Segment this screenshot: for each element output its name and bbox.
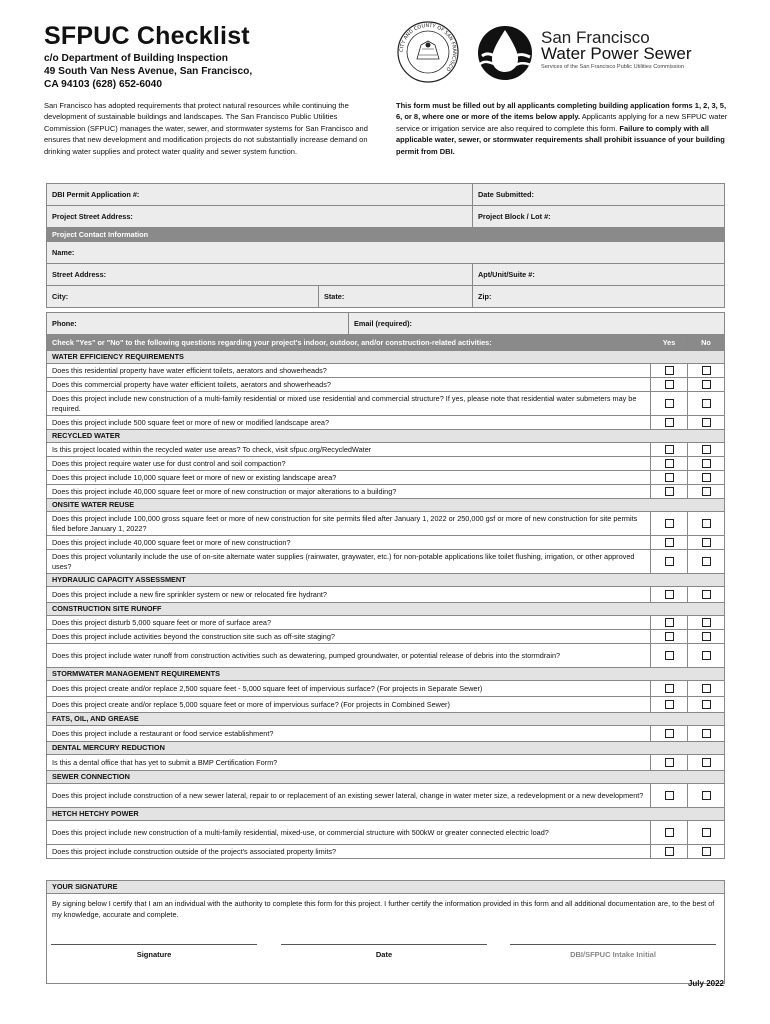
question-text: Does this project voluntarily include the use of on-site alternate water supplies (rainwater, graywater, etc.) for non-potable applications like toilet flushing, irrigation, or other approved uses? <box>47 550 651 574</box>
project-info-table <box>46 183 725 308</box>
yes-checkbox[interactable] <box>665 791 674 800</box>
question-text: Does this project include activities beyond the construction site such as off-site staging? <box>47 630 651 644</box>
yes-checkbox[interactable] <box>665 684 674 693</box>
city-field[interactable]: City: <box>47 286 319 308</box>
no-checkbox[interactable] <box>702 473 711 482</box>
dbi-permit-field[interactable]: DBI Permit Application #: <box>47 184 473 206</box>
question-text: Does this project include a restaurant or food service establishment? <box>47 726 651 742</box>
revision-date: July 2022 <box>687 979 724 988</box>
yes-checkbox[interactable] <box>665 538 674 547</box>
signature-header: YOUR SIGNATURE <box>47 881 725 894</box>
notice-bold-1: This form must be filled out by all applicants completing building application forms 1, 2, 3, 5, 6, or 8, where one or more of the items below apply. <box>396 101 727 122</box>
page-title: SFPUC Checklist <box>44 22 250 50</box>
address-line: 49 South Van Ness Avenue, San Francisco, <box>44 66 253 77</box>
section-recycled-water: RECYCLED WATER <box>47 430 725 443</box>
state-field[interactable]: State: <box>319 286 473 308</box>
signature-body <box>47 894 725 984</box>
yes-checkbox[interactable] <box>665 399 674 408</box>
yes-checkbox[interactable] <box>665 473 674 482</box>
yes-checkbox[interactable] <box>665 729 674 738</box>
address-block <box>44 52 252 91</box>
svg-text:CITY AND COUNTY OF SAN FRANCIS: CITY AND COUNTY OF SAN FRANCISCO <box>398 22 458 73</box>
question-text: Does this project include 500 square feet or more of new or modified landscape area? <box>47 416 651 430</box>
question-text: Does this project include a new fire sprinkler system or new or relocated fire hydrant? <box>47 587 651 603</box>
email-field[interactable]: Email (required): <box>349 313 725 335</box>
no-checkbox[interactable] <box>702 758 711 767</box>
no-checkbox[interactable] <box>702 557 711 566</box>
yes-checkbox[interactable] <box>665 847 674 856</box>
questions-header: Check "Yes" or "No" to the following questions regarding your project's indoor, outdoor, and/or construction-related activities: <box>47 335 651 351</box>
no-checkbox[interactable] <box>702 828 711 837</box>
no-checkbox[interactable] <box>702 700 711 709</box>
yes-checkbox[interactable] <box>665 380 674 389</box>
section-fats-oil-grease: FATS, OIL, AND GREASE <box>47 713 725 726</box>
no-checkbox[interactable] <box>702 519 711 528</box>
no-checkbox[interactable] <box>702 445 711 454</box>
certification-statement: By signing below I certify that I am an individual with the authority to complete this form for this project. I further certify the information provided in this form and all additional documentation are, to the best of my knowledge, accurate and complete. <box>52 899 715 919</box>
brand-tagline: Services of the San Francisco Public Utilities Commission <box>541 64 685 70</box>
address-line: CA 94103 (628) 652-6040 <box>44 79 162 90</box>
question-text: Does this project include new construction of a multi-family residential or mixed use residential and commercial structure? If yes, please note that residential water submeters may be required. <box>47 392 651 416</box>
no-checkbox[interactable] <box>702 618 711 627</box>
date-line[interactable] <box>281 944 487 945</box>
date-submitted-field[interactable]: Date Submitted: <box>473 184 725 206</box>
section-hydraulic-capacity: HYDRAULIC CAPACITY ASSESSMENT <box>47 574 725 587</box>
no-checkbox[interactable] <box>702 418 711 427</box>
yes-checkbox[interactable] <box>665 366 674 375</box>
no-checkbox[interactable] <box>702 632 711 641</box>
yes-checkbox[interactable] <box>665 700 674 709</box>
yes-checkbox[interactable] <box>665 418 674 427</box>
yes-column-header: Yes <box>651 335 688 351</box>
yes-checkbox[interactable] <box>665 618 674 627</box>
sfpuc-logo-icon <box>474 22 536 82</box>
question-text: Does this project include construction of a new sewer lateral, repair to or replacement of an existing sewer lateral, change in water meter size, a redevelopment or a new development? <box>47 784 651 808</box>
no-checkbox[interactable] <box>702 538 711 547</box>
no-checkbox[interactable] <box>702 651 711 660</box>
apt-field[interactable]: Apt/Unit/Suite #: <box>473 264 725 286</box>
notice-paragraph <box>396 100 728 157</box>
question-text: Does this project create and/or replace 5,000 square feet or more of impervious surface? (For projects in Combined Sewer) <box>47 697 651 713</box>
no-column-header: No <box>688 335 725 351</box>
yes-checkbox[interactable] <box>665 758 674 767</box>
notice-bold-2: Failure to comply with all applicable water, sewer, or stormwater requirements shall prohibit issuance of your building permit from DBI. <box>396 123 725 156</box>
brand-name: San Francisco <box>541 28 650 47</box>
brand-services: Water Power Sewer <box>541 44 692 63</box>
question-text: Does this project include 10,000 square feet or more of new or existing landscape area? <box>47 471 651 485</box>
yes-checkbox[interactable] <box>665 557 674 566</box>
section-construction-runoff: CONSTRUCTION SITE RUNOFF <box>47 603 725 616</box>
question-text: Does this project include 100,000 gross square feet or more of new construction for site permits filed after January 1, 2022 or 250,000 gsf or more of new construction for site permits filed before January 1, 2022? <box>47 512 651 536</box>
contact-street-field[interactable]: Street Address: <box>47 264 473 286</box>
intro-paragraph: San Francisco has adopted requirements that protect natural resources while continuing the development of sustainable buildings and landscapes. The San Francisco Public Utilities Commission (SFPUC) manages the water, sewer, and stormwater systems for San Francisco and ensures that new development and modification projects do not substantially increase demand on drinking water supplies and protect water quality and sewer system function. <box>44 101 368 156</box>
question-text: Does this residential property have water efficient toilets, aerators and showerheads? <box>47 364 651 378</box>
yes-checkbox[interactable] <box>665 445 674 454</box>
section-stormwater: STORMWATER MANAGEMENT REQUIREMENTS <box>47 668 725 681</box>
section-onsite-water-reuse: ONSITE WATER REUSE <box>47 499 725 512</box>
question-text: Does this project include 40,000 square feet or more of new construction or major alterations to a building? <box>47 485 651 499</box>
question-text: Is this project located within the recycled water use areas? To check, visit sfpuc.org/RecycledWater <box>47 443 651 457</box>
no-checkbox[interactable] <box>702 791 711 800</box>
no-checkbox[interactable] <box>702 847 711 856</box>
question-text: Does this project include new construction of a multi-family residential, mixed-use, or commercial structure with 500kW or greater connected electric load? <box>47 821 651 845</box>
no-checkbox[interactable] <box>702 684 711 693</box>
question-text: Does this project require water use for dust control and soil compaction? <box>47 457 651 471</box>
question-text: Does this project include 40,000 square feet or more of new construction? <box>47 536 651 550</box>
yes-checkbox[interactable] <box>665 828 674 837</box>
signature-table <box>46 880 725 984</box>
yes-checkbox[interactable] <box>665 651 674 660</box>
section-sewer-connection: SEWER CONNECTION <box>47 771 725 784</box>
zip-field[interactable]: Zip: <box>473 286 725 308</box>
question-text: Does this project include water runoff from construction activities such as dewatering, pumped groundwater, or potential release of debris into the stormdrain? <box>47 644 651 668</box>
question-text: Does this commercial property have water efficient toilets, aerators and showerheads? <box>47 378 651 392</box>
yes-checkbox[interactable] <box>665 632 674 641</box>
no-checkbox[interactable] <box>702 590 711 599</box>
name-field[interactable]: Name: <box>47 242 725 264</box>
signature-line[interactable] <box>51 944 257 945</box>
yes-checkbox[interactable] <box>665 459 674 468</box>
question-text: Does this project disturb 5,000 square feet or more of surface area? <box>47 616 651 630</box>
intake-initial-line[interactable] <box>510 944 716 945</box>
city-seal-icon <box>397 21 459 83</box>
question-text: Does this project create and/or replace 2,500 square feet - 5,000 square feet of impervious surface? (For projects in Separate Sewer) <box>47 681 651 697</box>
no-checkbox[interactable] <box>702 366 711 375</box>
signature-label: Signature <box>136 950 172 959</box>
section-dental-mercury: DENTAL MERCURY REDUCTION <box>47 742 725 755</box>
questions-table <box>46 334 725 859</box>
contact-info-header: Project Contact Information <box>47 228 725 242</box>
no-checkbox[interactable] <box>702 380 711 389</box>
phone-field[interactable]: Phone: <box>47 313 349 335</box>
phone-email-table <box>46 312 725 335</box>
yes-checkbox[interactable] <box>665 519 674 528</box>
no-checkbox[interactable] <box>702 399 711 408</box>
no-checkbox[interactable] <box>702 487 711 496</box>
question-text: Is this a dental office that has yet to submit a BMP Certification Form? <box>47 755 651 771</box>
notice-plain: Applicants applying for a new SFPUC water service or irrigation service are also required to complete this form. <box>396 112 728 133</box>
yes-checkbox[interactable] <box>665 487 674 496</box>
intake-initial-label: DBI/SFPUC Intake Initial <box>570 950 656 959</box>
section-water-efficiency: WATER EFFICIENCY REQUIREMENTS <box>47 351 725 364</box>
yes-checkbox[interactable] <box>665 590 674 599</box>
no-checkbox[interactable] <box>702 459 711 468</box>
address-line: c/o Department of Building Inspection <box>44 53 228 64</box>
date-label: Date <box>375 950 393 959</box>
no-checkbox[interactable] <box>702 729 711 738</box>
section-hetch-hetchy: HETCH HETCHY POWER <box>47 808 725 821</box>
question-text: Does this project include construction outside of the project's associated property limits? <box>47 845 651 859</box>
block-lot-field[interactable]: Project Block / Lot #: <box>473 206 725 228</box>
project-street-address-field[interactable]: Project Street Address: <box>47 206 473 228</box>
